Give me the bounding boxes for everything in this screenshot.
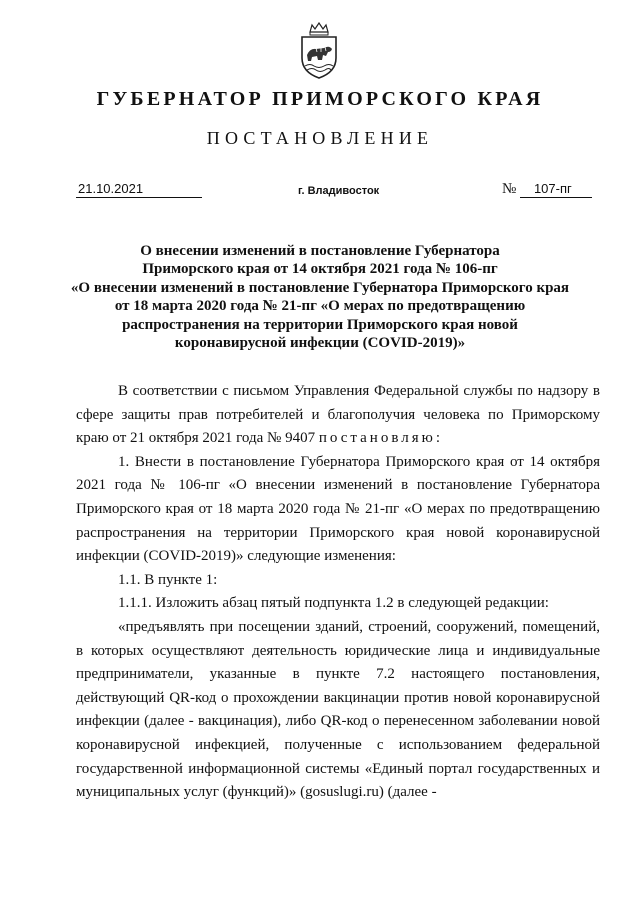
paragraph-item-1-1: 1.1. В пункте 1: <box>118 571 218 588</box>
title-line: распространения на территории Приморского края новой <box>122 316 518 333</box>
document-number <box>502 180 612 198</box>
document-city: г. Владивосток <box>298 185 380 197</box>
document-body <box>76 380 600 805</box>
issuing-authority: ГУБЕРНАТОР ПРИМОРСКОГО КРАЯ <box>96 88 544 110</box>
paragraph-preamble <box>76 380 600 451</box>
title-line: от 18 марта 2020 года № 21-пг «О мерах по предотвращению <box>114 298 526 315</box>
title-line: коронавирусной инфекции (COVID-2019)» <box>174 335 466 352</box>
number-value: 107-пг <box>520 180 592 198</box>
paragraph-quote: «предъявлять при посещении зданий, строений, сооружений, помещений, в которых осуществляют деятельность юридические лица и индивидуальные предприниматели, указанные в пункте 7.2 настоящего постановления, действующий QR-код о прохождении вакцинации против новой коронавирусной инфекции (далее - вакцинация), либо QR-код о перенесенном заболевании новой коронавирусной инфекцией, полученные с использованием федеральной государственной информационной системы «Единый портал государственных и муниципальных услуг (функций)» (gosuslugi.ru) (далее - <box>76 618 600 801</box>
preamble-end: : <box>435 430 440 447</box>
document-date: 21.10.2021 <box>76 180 202 198</box>
paragraph-item-1: 1. Внести в постановление Губернатора Приморского края от 14 октября 2021 года № 106-пг «О внесении изменений в постановление Губернатора Приморского края от 18 марта 2020 года № 21-пг «О мерах по предотвращению распространения на территории Приморского края новой коронавирусной инфекции (COVID-2019)» следующие изменения: <box>76 453 600 565</box>
preamble-text: В соответствии с письмом Управления Федеральной службы по надзору в сфере защиты прав потребителей и благополучия человека по Приморскому краю от 21 октября 2021 года № 9407 <box>76 383 600 447</box>
number-sign: № <box>502 181 517 197</box>
coat-of-arms-icon <box>296 22 342 80</box>
paragraph-item-1-1-1: 1.1.1. Изложить абзац пятый подпункта 1.2 в следующей редакции: <box>118 595 549 612</box>
title-line: Приморского края от 14 октября 2021 года № 106-пг <box>142 261 498 278</box>
title-line: О внесении изменений в постановление Губернатора <box>140 243 500 259</box>
title-line: «О внесении изменений в постановление Губернатора Приморского края <box>70 279 570 296</box>
document-type: ПОСТАНОВЛЕНИЕ <box>206 128 434 148</box>
document-title <box>60 242 580 352</box>
decree-word: постановляю <box>318 430 436 447</box>
